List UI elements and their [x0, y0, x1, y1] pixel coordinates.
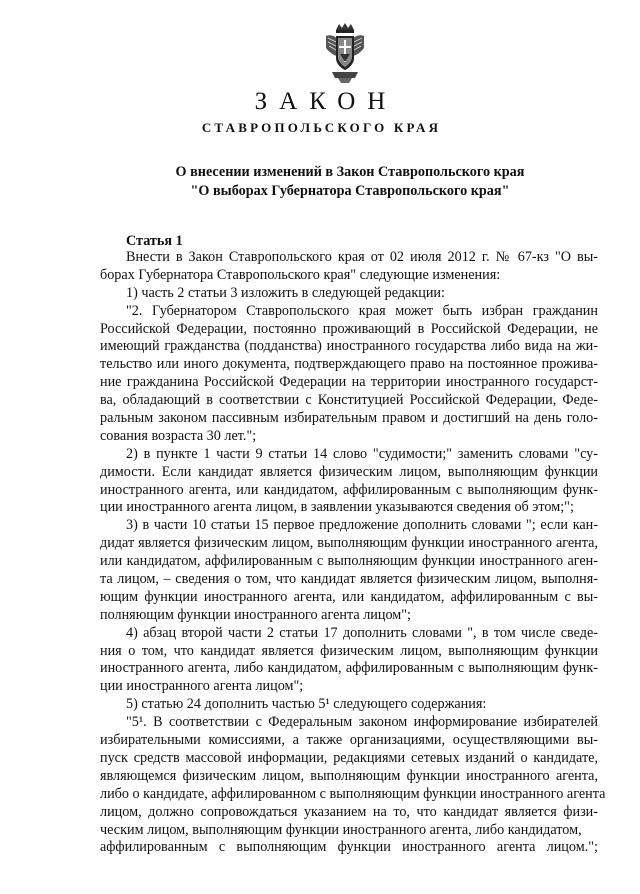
article-line: иностранного агента, либо кандидатом, аффилированным с выполняющим функ- — [100, 660, 598, 677]
article-line: ции иностранного агента лицом, в заявлении указываются сведения об этом;"; — [100, 499, 574, 516]
article-line: ции иностранного агента лицом"; — [100, 678, 304, 695]
article-line: "5¹. В соответствии с Федеральным законом информирование избирателей — [126, 714, 598, 731]
article-line: тельство или иного документа, подтверждающего право на постоянное прожива- — [100, 356, 598, 373]
article-body — [100, 249, 606, 857]
article-line: ние гражданина Российской Федерации на территории иностранного государст- — [100, 374, 598, 391]
article-line: Российской Федерации, постоянно проживающий в Российской Федерации, не — [100, 320, 598, 337]
law-heading-line-2: "О выборах Губернатора Ставропольского края" — [190, 183, 510, 199]
article-line: ния о том, что кандидат является физическим лицом, выполняющим функции — [100, 642, 598, 659]
article-line: имеющий гражданства (подданства) иностранного государства либо вида на жи- — [100, 338, 598, 355]
article-line: аффилированным с выполняющим функции иностранного агента лицом."; — [100, 839, 598, 856]
article-line: 2) в пункте 1 части 9 статьи 14 слово "судимости;" заменить словами "су- — [126, 445, 598, 462]
article-line: дидат является физическим лицом, выполняющим функции иностранного агента, — [100, 535, 598, 552]
article-line: ющим функции иностранного агента, или кандидатом, аффилированным с вы- — [100, 588, 598, 605]
article-line: либо о кандидате, аффилированном с выполняющим функции иностранного агента — [100, 785, 606, 802]
article-line: 3) в части 10 статьи 15 первое предложение дополнить словами "; если кан- — [126, 517, 598, 534]
article-line: ральным законом пассивным избирательным правом и достигший на день голо- — [100, 410, 598, 427]
article-title: Статья 1 — [126, 233, 183, 249]
law-heading — [60, 163, 640, 201]
article-line: борах Губернатора Ставропольского края" следующие изменения: — [100, 266, 501, 283]
article-line: димости. Если кандидат является физическим лицом, выполняющим функции — [100, 463, 598, 480]
article-line: та лицом, – сведения о том, что кандидат является физическим лицом, выполня- — [100, 571, 598, 588]
article-line: сования возраста 30 лет."; — [100, 427, 257, 444]
law-heading-line-1: О внесении изменений в Закон Ставропольского края — [175, 164, 525, 180]
stavropol-coat-of-arms-icon — [322, 22, 368, 84]
article-line: или кандидатом, аффилированным с выполняющим функции иностранного аген- — [100, 553, 598, 570]
article-line: полняющим функции иностранного агента лицом"; — [100, 606, 411, 623]
document-title: ЗАКОН — [254, 88, 398, 115]
document-subtitle: СТАВРОПОЛЬСКОГО КРАЯ — [201, 120, 442, 135]
article-line: 5) статью 24 дополнить частью 5¹ следующего содержания: — [126, 696, 487, 713]
article-line: пуск средств массовой информации, редакциями сетевых изданий о кандидате, — [100, 749, 598, 766]
article-line: избирательными комиссиями, а также организациями, осуществляющими вы- — [100, 732, 598, 749]
article-line: 1) часть 2 статьи 3 изложить в следующей редакции: — [126, 284, 445, 301]
article-line: иностранного агента, или кандидатом, аффилированным с выполняющим функ- — [100, 481, 598, 498]
article-line: "2. Губернатором Ставропольского края может быть избран гражданин — [126, 302, 598, 319]
article-line: ческим лицом, выполняющим функции иностранного агента, либо кандидатом, — [100, 821, 582, 838]
article-line: 4) абзац второй части 2 статьи 17 дополнить словами ", в том числе сведе- — [126, 624, 598, 641]
article-line: ва, обладающий в соответствии с Конституцией Российской Федерации, Феде- — [100, 392, 598, 409]
article-line: являющемся физическим лицом, выполняющим функции иностранного агента, — [100, 767, 598, 784]
article-line: Внести в Закон Ставропольского края от 02 июля 2012 г. № 67-кз "О вы- — [126, 249, 598, 265]
article-line: лицом, должно сопровождаться указанием на то, что кандидат является физи- — [100, 803, 598, 820]
